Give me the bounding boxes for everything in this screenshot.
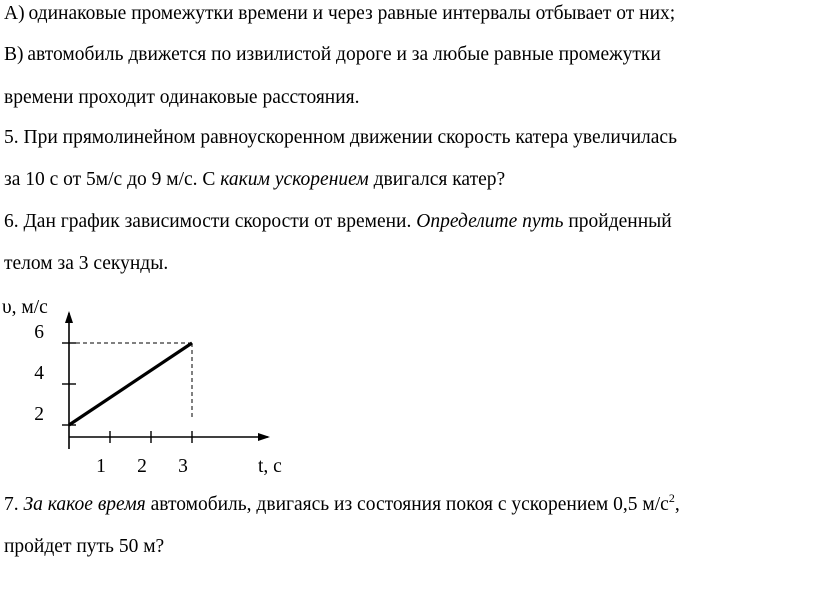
y-tick-label: 6 (34, 322, 44, 343)
q6-text-start: 6. Дан график зависимости скорости от времени. (4, 211, 417, 232)
question-5-line-1: 5. При прямолинейном равноускоренном движении скорость катера увеличилась (4, 127, 677, 148)
q7-text: автомобиль, двигаясь из состояния покоя с ускорением 0,5 м/с (145, 494, 669, 515)
x-tick-label: 1 (96, 456, 106, 477)
option-a-text: А) одинаковые промежутки времени и через равные интервалы отбывает от них; (4, 3, 676, 24)
q7-comma: , (674, 494, 680, 515)
question-5-line-2 (4, 168, 505, 192)
axes (65, 311, 270, 449)
question-6-line-2: телом за 3 секунды. (4, 253, 169, 274)
y-tick-label: 2 (34, 404, 44, 425)
y-axis-label: υ, м/с (2, 297, 48, 318)
velocity-time-graph (0, 285, 320, 485)
q6-italic-phrase: Определите путь (416, 211, 564, 232)
velocity-line (69, 343, 192, 425)
q6-text-end: пройденный (563, 211, 672, 232)
x-tick-label: 2 (137, 456, 147, 477)
option-b-text: В) автомобиль движется по извилистой дороге и за любые равные промежутки (4, 44, 661, 65)
q7-italic-phrase: За какое время (23, 494, 146, 515)
ticks (34, 322, 192, 477)
option-b-continuation: времени проходит одинаковые расстояния. (4, 87, 360, 108)
q7-number: 7. (4, 494, 24, 515)
y-axis-arrow (65, 311, 73, 323)
x-tick-label: 3 (178, 456, 188, 477)
question-7-line-1 (4, 493, 680, 517)
x-axis-arrow (258, 433, 270, 441)
y-tick-label: 4 (34, 363, 44, 384)
question-7-line-2: пройдет путь 50 м? (4, 536, 165, 557)
x-axis-label: t, с (258, 456, 282, 477)
q5-italic-phrase: каким ускорением (220, 169, 369, 190)
question-6-line-1 (4, 210, 672, 234)
q5-text-end: двигался катер? (368, 169, 506, 190)
q5-text-start: за 10 с от 5м/с до 9 м/с. С (4, 169, 221, 190)
q7-superscript: 2 (668, 491, 675, 505)
series (69, 343, 192, 425)
